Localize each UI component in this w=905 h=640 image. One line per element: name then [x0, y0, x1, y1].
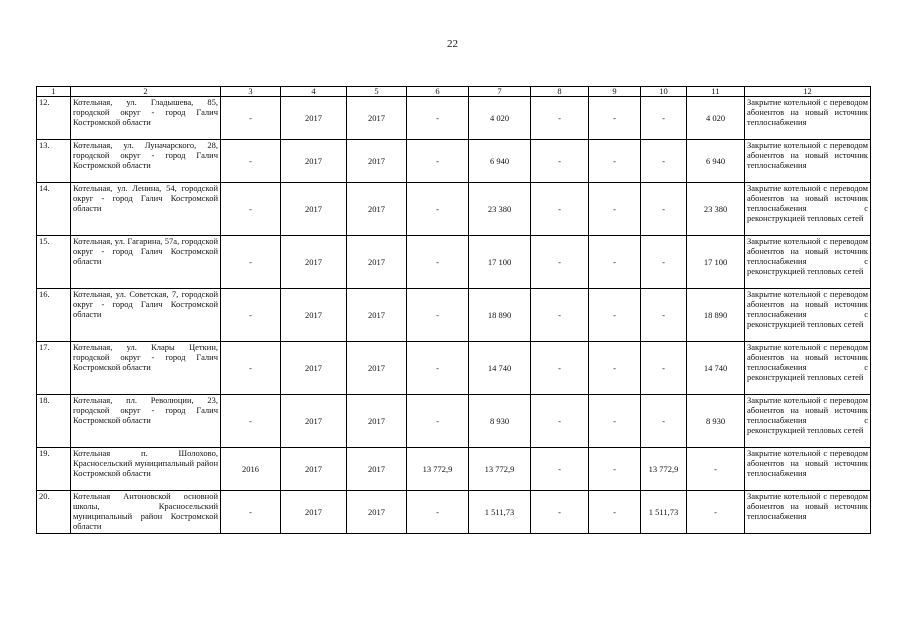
header-cell: 3 — [221, 87, 281, 97]
col5-value: 2017 — [347, 395, 407, 448]
col9-value: - — [589, 97, 641, 140]
col4-value: 2017 — [281, 448, 347, 491]
col6-value: - — [407, 140, 469, 183]
row-number: 17. — [37, 342, 71, 395]
boiler-name: Котельная, ул. Клары Цеткин, городской округ - город Галич Костромской области — [71, 342, 221, 395]
col8-value: - — [531, 395, 589, 448]
boiler-name: Котельная, ул. Ленина, 54, городской округ - город Галич Костромской области — [71, 183, 221, 236]
col6-value: - — [407, 491, 469, 534]
col9-value: - — [589, 183, 641, 236]
col11-value: 14 740 — [687, 342, 745, 395]
measure-note: Закрытие котельной с переводом абонентов на новый источник теплоснабжения — [745, 491, 871, 534]
col9-value: - — [589, 140, 641, 183]
col11-value: 18 890 — [687, 289, 745, 342]
measure-note: Закрытие котельной с переводом абонентов на новый источник теплоснабжения с реконструкцией тепловых сетей — [745, 395, 871, 448]
header-cell: 12 — [745, 87, 871, 97]
col10-value: - — [641, 97, 687, 140]
col10-value: - — [641, 236, 687, 289]
col6-value: - — [407, 236, 469, 289]
header-row — [37, 87, 871, 97]
col10-value: - — [641, 395, 687, 448]
col5-value: 2017 — [347, 97, 407, 140]
col11-value: 4 020 — [687, 97, 745, 140]
col6-value: - — [407, 97, 469, 140]
col9-value: - — [589, 289, 641, 342]
header-cell: 10 — [641, 87, 687, 97]
col11-value: 8 930 — [687, 395, 745, 448]
col3-value: - — [221, 289, 281, 342]
col6-value: - — [407, 395, 469, 448]
table-row — [37, 97, 871, 140]
col8-value: - — [531, 236, 589, 289]
col6-value: 13 772,9 — [407, 448, 469, 491]
col5-value: 2017 — [347, 289, 407, 342]
col10-value: - — [641, 289, 687, 342]
col8-value: - — [531, 342, 589, 395]
table-row — [37, 140, 871, 183]
row-number: 13. — [37, 140, 71, 183]
col10-value: - — [641, 183, 687, 236]
col7-value: 4 020 — [469, 97, 531, 140]
col6-value: - — [407, 289, 469, 342]
col9-value: - — [589, 342, 641, 395]
col4-value: 2017 — [281, 491, 347, 534]
boiler-name: Котельная, ул. Гагарина, 57а, городской округ - город Галич Костромской области — [71, 236, 221, 289]
header-cell: 11 — [687, 87, 745, 97]
boiler-name: Котельная, ул. Луначарского, 28, городской округ - город Галич Костромской области — [71, 140, 221, 183]
boiler-name: Котельная, ул. Советская, 7, городской округ - город Галич Костромской области — [71, 289, 221, 342]
boiler-name: Котельная, ул. Гладышева, 85, городской округ - город Галич Костромской области — [71, 97, 221, 140]
col8-value: - — [531, 491, 589, 534]
table-row — [37, 448, 871, 491]
col3-value: - — [221, 342, 281, 395]
boiler-name: Котельная, пл. Революции, 23, городской округ - город Галич Костромской области — [71, 395, 221, 448]
col4-value: 2017 — [281, 183, 347, 236]
measure-note: Закрытие котельной с переводом абонентов на новый источник теплоснабжения с реконструкцией тепловых сетей — [745, 342, 871, 395]
row-number: 16. — [37, 289, 71, 342]
header-cell: 9 — [589, 87, 641, 97]
col10-value: 1 511,73 — [641, 491, 687, 534]
col3-value: - — [221, 140, 281, 183]
col4-value: 2017 — [281, 395, 347, 448]
col11-value: 6 940 — [687, 140, 745, 183]
header-cell: 5 — [347, 87, 407, 97]
row-number: 18. — [37, 395, 71, 448]
col3-value: - — [221, 183, 281, 236]
measure-note: Закрытие котельной с переводом абонентов на новый источник теплоснабжения с реконструкцией тепловых сетей — [745, 289, 871, 342]
measure-note: Закрытие котельной с переводом абонентов на новый источник теплоснабжения — [745, 97, 871, 140]
col5-value: 2017 — [347, 183, 407, 236]
col8-value: - — [531, 448, 589, 491]
measure-note: Закрытие котельной с переводом абонентов на новый источник теплоснабжения с реконструкцией тепловых сетей — [745, 183, 871, 236]
col7-value: 18 890 — [469, 289, 531, 342]
table-row — [37, 183, 871, 236]
row-number: 20. — [37, 491, 71, 534]
col11-value: - — [687, 491, 745, 534]
col9-value: - — [589, 395, 641, 448]
row-number: 14. — [37, 183, 71, 236]
boiler-name: Котельная Антоновской основной школы, Красносельский муниципальный район Костромской области — [71, 491, 221, 534]
header-cell: 2 — [71, 87, 221, 97]
col8-value: - — [531, 289, 589, 342]
col8-value: - — [531, 183, 589, 236]
col5-value: 2017 — [347, 342, 407, 395]
col3-value: - — [221, 491, 281, 534]
col7-value: 23 380 — [469, 183, 531, 236]
col3-value: - — [221, 395, 281, 448]
table-row — [37, 236, 871, 289]
measure-note: Закрытие котельной с переводом абонентов на новый источник теплоснабжения с реконструкцией тепловых сетей — [745, 236, 871, 289]
col6-value: - — [407, 342, 469, 395]
measure-note: Закрытие котельной с переводом абонентов на новый источник теплоснабжения — [745, 140, 871, 183]
col5-value: 2017 — [347, 448, 407, 491]
col7-value: 8 930 — [469, 395, 531, 448]
col8-value: - — [531, 97, 589, 140]
col7-value: 14 740 — [469, 342, 531, 395]
col4-value: 2017 — [281, 236, 347, 289]
col7-value: 6 940 — [469, 140, 531, 183]
measure-note: Закрытие котельной с переводом абонентов на новый источник теплоснабжения — [745, 448, 871, 491]
col4-value: 2017 — [281, 342, 347, 395]
header-cell: 4 — [281, 87, 347, 97]
header-cell: 8 — [531, 87, 589, 97]
boiler-closure-table — [36, 86, 871, 534]
col11-value: - — [687, 448, 745, 491]
col8-value: - — [531, 140, 589, 183]
row-number: 15. — [37, 236, 71, 289]
col4-value: 2017 — [281, 289, 347, 342]
col4-value: 2017 — [281, 140, 347, 183]
table-row — [37, 289, 871, 342]
boiler-name: Котельная п. Шолохово, Красносельский муниципальный район Костромской области — [71, 448, 221, 491]
table-row — [37, 395, 871, 448]
col7-value: 1 511,73 — [469, 491, 531, 534]
col10-value: - — [641, 342, 687, 395]
col9-value: - — [589, 448, 641, 491]
header-cell: 1 — [37, 87, 71, 97]
table-row — [37, 342, 871, 395]
col3-value: 2016 — [221, 448, 281, 491]
col9-value: - — [589, 236, 641, 289]
header-cell: 6 — [407, 87, 469, 97]
col9-value: - — [589, 491, 641, 534]
col6-value: - — [407, 183, 469, 236]
table-row — [37, 491, 871, 534]
col11-value: 23 380 — [687, 183, 745, 236]
col11-value: 17 100 — [687, 236, 745, 289]
col10-value: - — [641, 140, 687, 183]
col5-value: 2017 — [347, 140, 407, 183]
header-cell: 7 — [469, 87, 531, 97]
row-number: 19. — [37, 448, 71, 491]
row-number: 12. — [37, 97, 71, 140]
page-number: 22 — [447, 38, 458, 50]
col7-value: 17 100 — [469, 236, 531, 289]
col5-value: 2017 — [347, 236, 407, 289]
col4-value: 2017 — [281, 97, 347, 140]
col3-value: - — [221, 97, 281, 140]
col3-value: - — [221, 236, 281, 289]
col7-value: 13 772,9 — [469, 448, 531, 491]
col5-value: 2017 — [347, 491, 407, 534]
col10-value: 13 772,9 — [641, 448, 687, 491]
